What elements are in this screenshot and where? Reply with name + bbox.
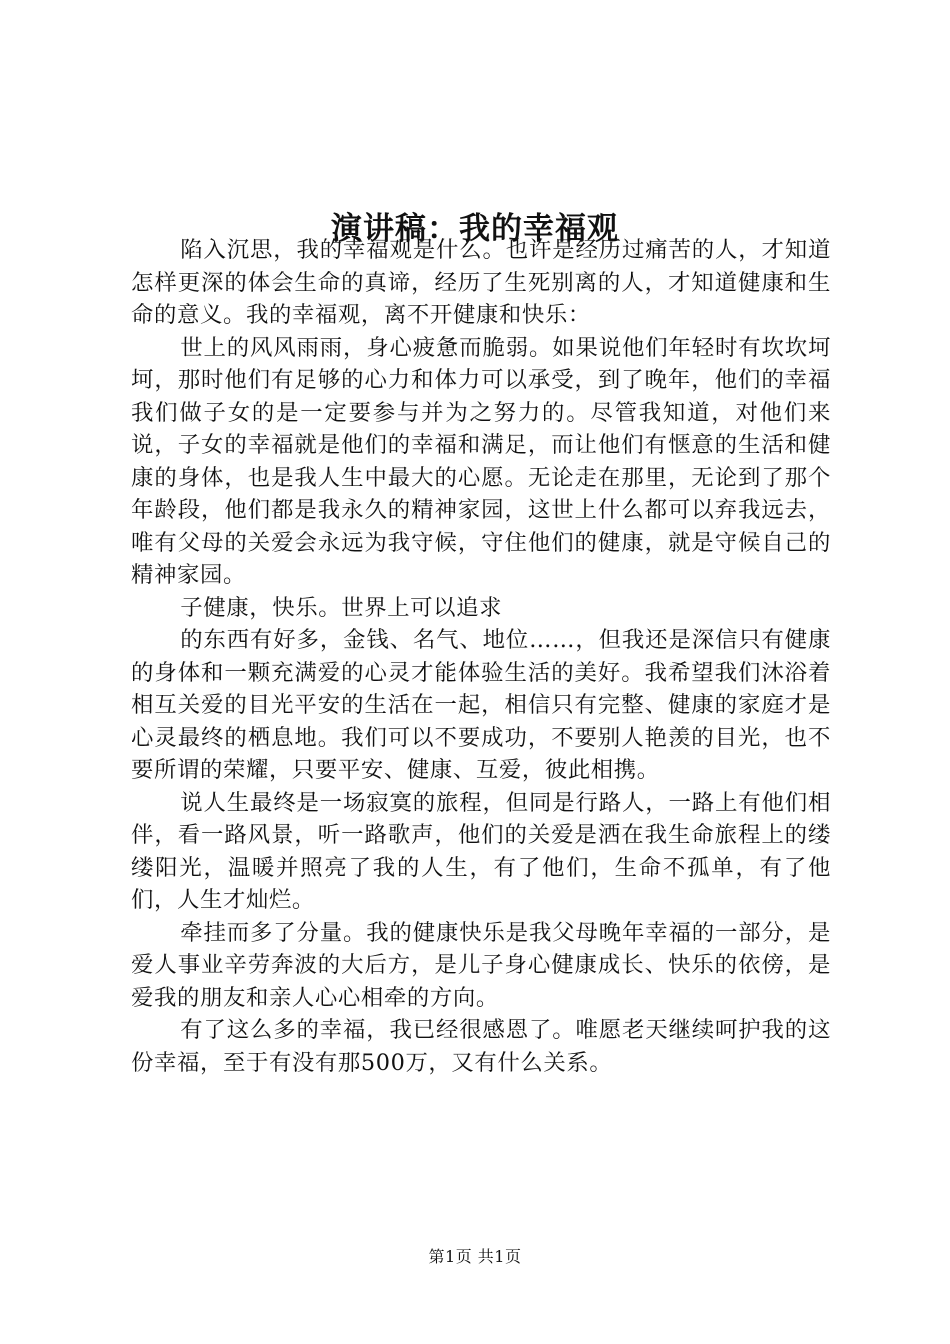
page-footer: 第1页 共1页: [428, 1247, 522, 1266]
paragraph-1: 陷入沉思，我的幸福观是什么。也许是经历过痛苦的人，才知道怎样更深的体会生命的真谛，经历了生死别离的人，才知道健康和生命的意义。我的幸福观，离不开健康和快乐：: [131, 237, 831, 328]
paragraph-5: 说人生最终是一场寂寞的旅程，但同是行路人，一路上有他们相伴，看一路风景，听一路歌声，他们的关爱是洒在我生命旅程上的缕缕阳光，温暖并照亮了我的人生，有了他们，生命不孤单，有了他们，人生才灿烂。: [131, 789, 831, 913]
paragraph-4: 的东西有好多，金钱、名气、地位……，但我还是深信只有健康的身体和一颗充满爱的心灵才能体验生活的美好。我希望我们沐浴着相互关爱的目光平安的生活在一起，相信只有完整、健康的家庭才是心灵最终的栖息地。我们可以不要成功，不要别人艳羡的目光，也不要所谓的荣耀，只要平安、健康、互爱，彼此相携。: [131, 627, 831, 783]
document-title: 演讲稿：我的幸福观: [331, 210, 619, 247]
document-body: [131, 234, 831, 1079]
paragraph-2: 世上的风风雨雨，身心疲惫而脆弱。如果说他们年轻时有坎坎坷坷，那时他们有足够的心力和体力可以承受，到了晚年，他们的幸福我们做子女的是一定要参与并为之努力的。尽管我知道，对他们来说，子女的幸福就是他们的幸福和满足，而让他们有惬意的生活和健康的身体，也是我人生中最大的心愿。无论走在那里，无论到了那个年龄段，他们都是我永久的精神家园，这世上什么都可以弃我远去，唯有父母的关爱会永远为我守候，守住他们的健康，就是守候自己的精神家园。: [131, 334, 831, 588]
paragraph-7: 有了这么多的幸福，我已经很感恩了。唯愿老天继续呵护我的这份幸福，至于有没有那500万，又有什么关系。: [131, 1017, 831, 1076]
paragraph-3: 子健康，快乐。世界上可以追求: [180, 594, 503, 621]
paragraph-6: 牵挂而多了分量。我的健康快乐是我父母晚年幸福的一部分，是爱人事业辛劳奔波的大后方，是儿子身心健康成长、快乐的依傍，是爱我的朋友和亲人心心相牵的方向。: [131, 919, 831, 1011]
